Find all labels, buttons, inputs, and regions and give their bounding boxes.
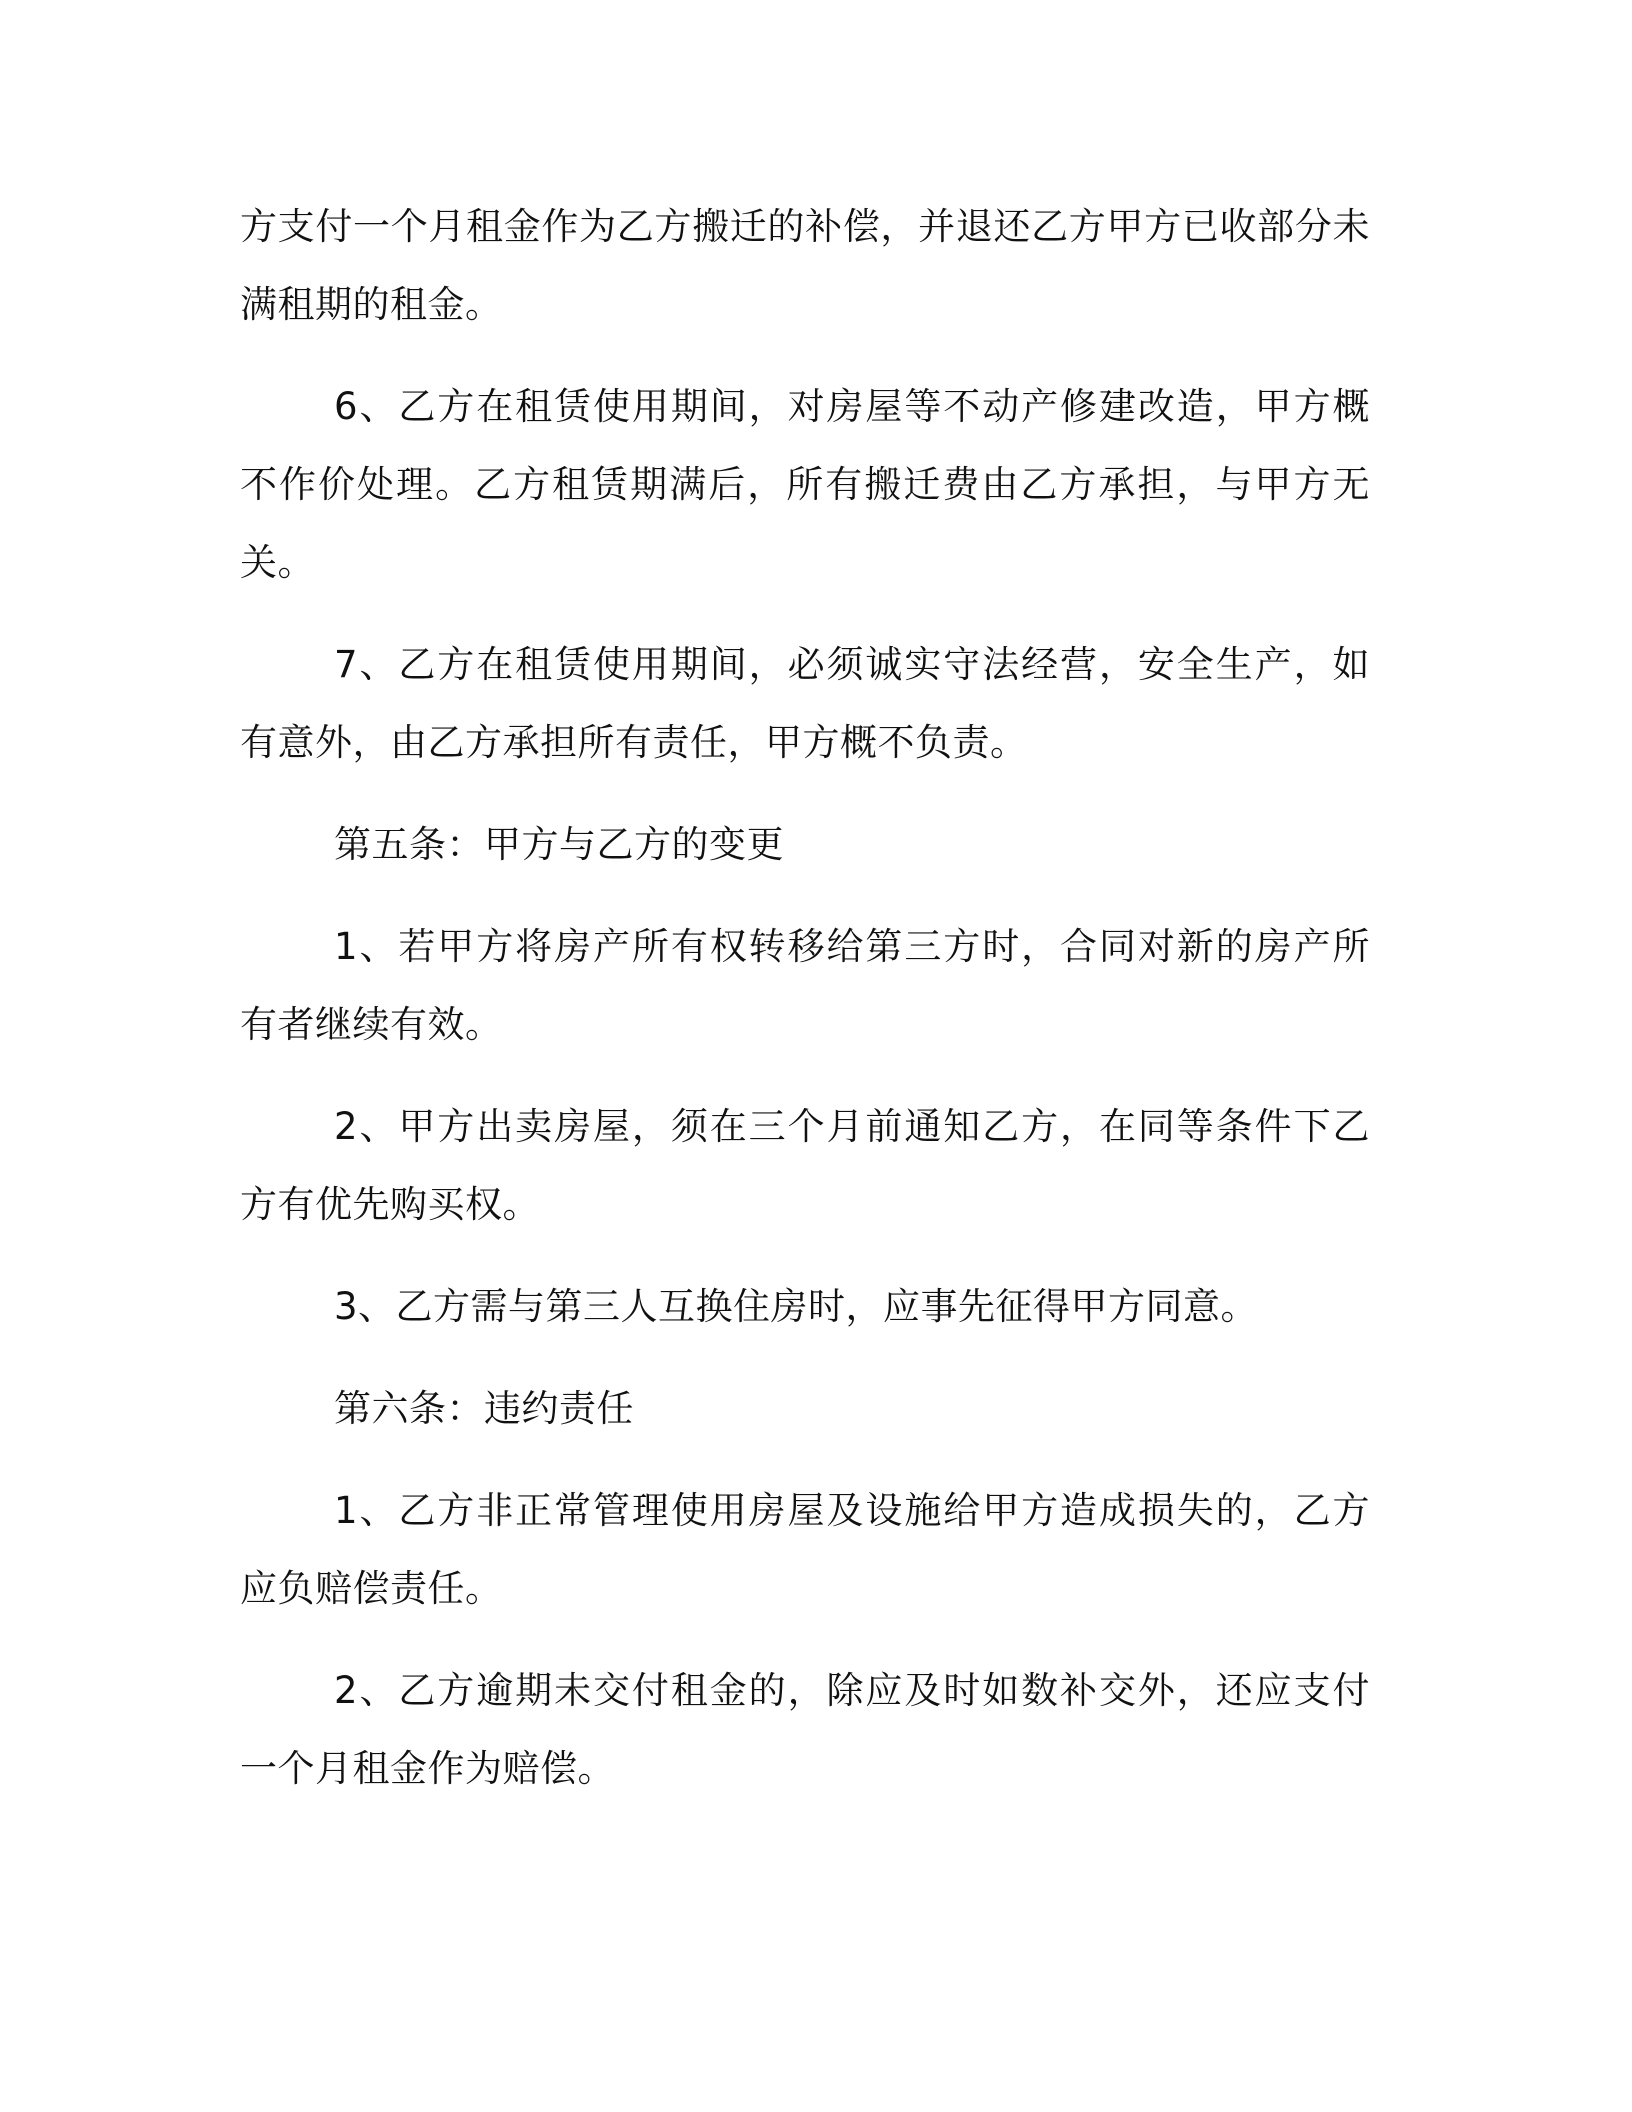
paragraph-article-6-item-2: 2、乙方逾期未交付租金的，除应及时如数补交外，还应支付一个月租金作为赔偿。 — [240, 1669, 1370, 1790]
paragraph-article-6-item-1: 1、乙方非正常管理使用房屋及设施给甲方造成损失的，乙方应负赔偿责任。 — [240, 1489, 1370, 1610]
paragraph-article-5-item-1: 1、若甲方将房产所有权转移给第三方时，合同对新的房产所有者继续有效。 — [240, 925, 1370, 1046]
section-heading-article-5: 第五条：甲方与乙方的变更 — [334, 823, 784, 866]
paragraph-compensation: 方支付一个月租金作为乙方搬迁的补偿，并退还乙方甲方已收部分未满租期的租金。 — [240, 205, 1370, 326]
document-body — [240, 188, 1370, 1832]
paragraph-article-5-item-3: 3、乙方需与第三人互换住房时，应事先征得甲方同意。 — [334, 1285, 1259, 1328]
paragraph-clause-7: 7、乙方在租赁使用期间，必须诚实守法经营，安全生产，如有意外，由乙方承担所有责任，甲方概不负责。 — [240, 643, 1370, 764]
paragraph-clause-6: 6、乙方在租赁使用期间，对房屋等不动产修建改造，甲方概不作价处理。乙方租赁期满后，所有搬迁费由乙方承担，与甲方无关。 — [240, 385, 1370, 584]
section-heading-article-6: 第六条：违约责任 — [334, 1387, 634, 1430]
paragraph-article-5-item-2: 2、甲方出卖房屋，须在三个月前通知乙方，在同等条件下乙方有优先购买权。 — [240, 1105, 1370, 1226]
